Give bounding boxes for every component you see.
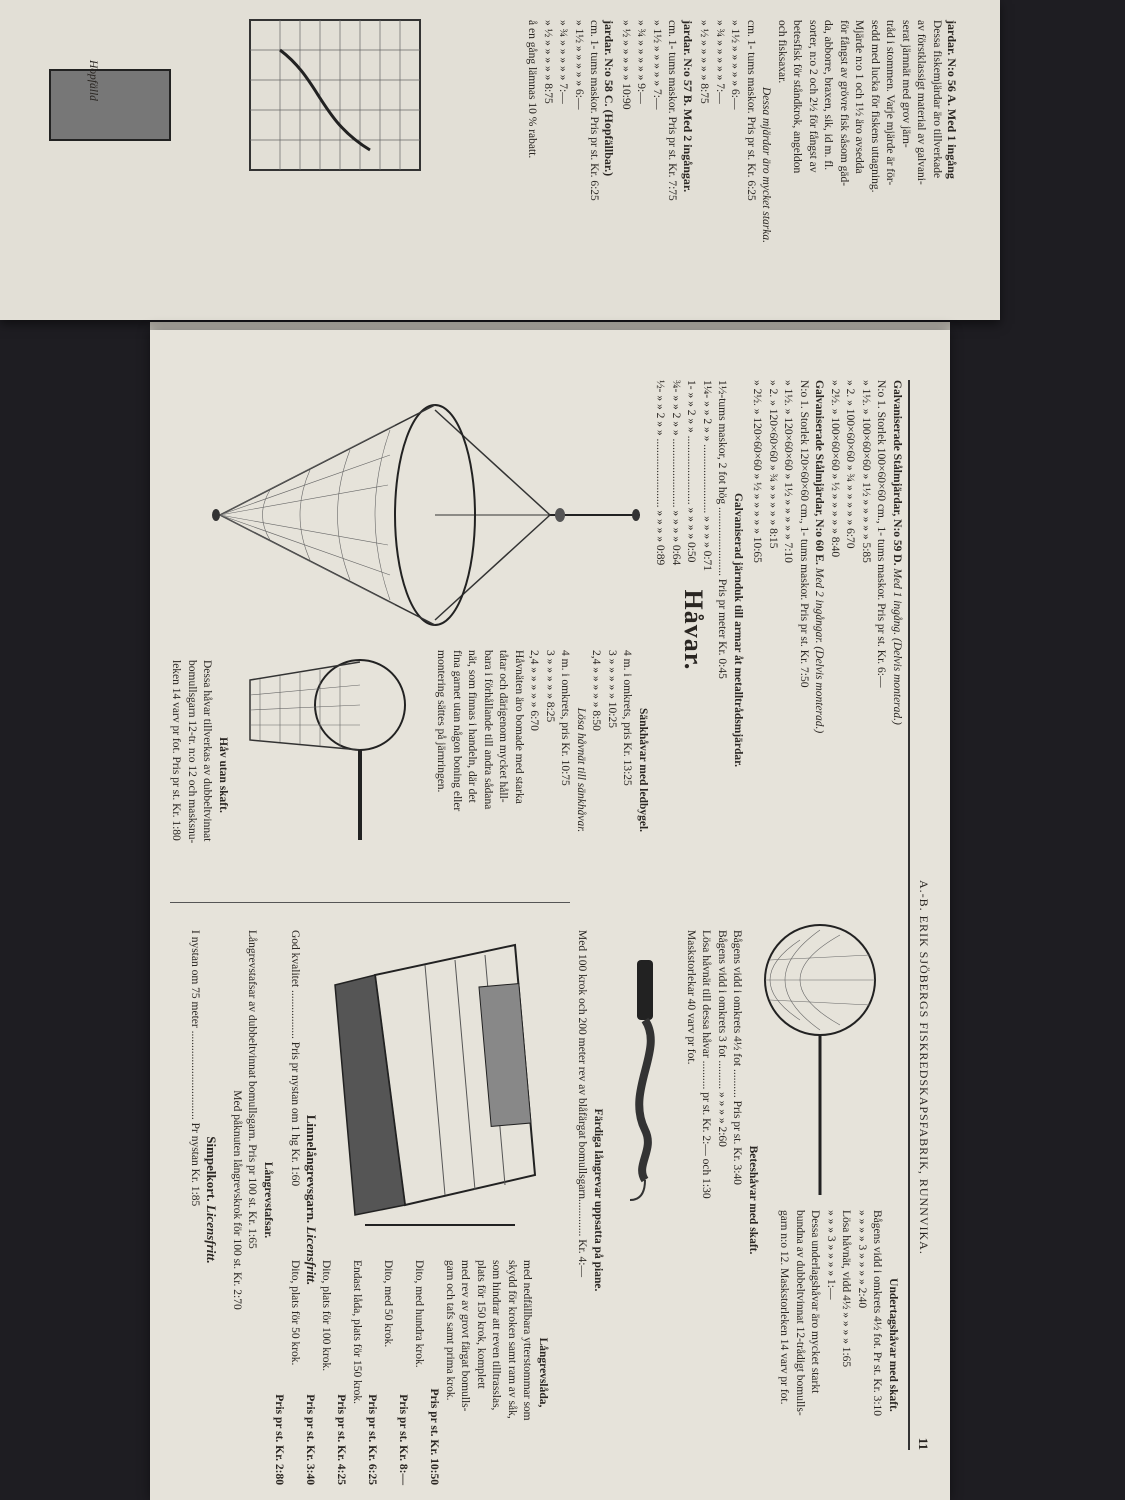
- price-row: ¾- » » 2 » » ........................ » » » » 0:64: [669, 380, 682, 566]
- price-row: 2,4 » » » » » 6:70: [528, 650, 541, 731]
- price-row: 2,4 » » » » » 8:50: [590, 650, 603, 731]
- price-row: Med påknuten långrevskrok för 100 st. Kr. 2:70: [230, 1090, 243, 1310]
- undertagshavar-rows: [822, 1210, 884, 1480]
- sankhavar-rows: [588, 650, 635, 890]
- price-row: » 2½. » 100×60×60 » ½ » » » » » 8:40: [828, 380, 841, 558]
- beteshavar-heading: Beteshåvar med skaft.: [747, 1145, 759, 1255]
- langrevstafsar-rows: [228, 930, 259, 1470]
- price-row: » 2. » 100×60×60 » ¾ » » » » » 6:70: [844, 380, 857, 549]
- price-row: N:o 1. Storlek 120×60×60 cm., 1- tums maskor. Pris pr st. Kr. 7:50: [797, 380, 810, 688]
- previous-page-content: [0, 0, 1000, 320]
- price-row: 1- » » 2 » » ........................ » » » » 0:50: [685, 380, 698, 563]
- catalog-page: [150, 330, 950, 1500]
- section-59-heading: Galvaniserade Stålmjärdar, N:o 59 D. Med 1 ingång. (Delvis monterad.): [891, 380, 903, 725]
- previous-page: [0, 0, 1000, 320]
- linnelangrevsgarn-section: [287, 930, 320, 1470]
- column-divider: [170, 902, 570, 903]
- longline-bundle-illustration: [615, 950, 675, 1210]
- price-row: » 1½. » 120×60×60 » 1½ » » » » » 7:10: [782, 380, 795, 563]
- beteshavar-rows: [682, 930, 744, 1470]
- langrevstafsar-heading: Långrevstafsar.: [262, 1161, 274, 1239]
- langrevstafsar-section: [228, 930, 275, 1470]
- beteshavar-section: [682, 930, 760, 1470]
- undertagshavar-heading: Undertagshåvar med skaft.: [887, 1278, 899, 1412]
- price-row: Bågens vidd i omkrets 3 fot .......... » » » » 2:60: [715, 930, 728, 1147]
- jarnduk-heading: Galvaniserad järnduk till armar åt metalltrådsmjärdar.: [731, 492, 744, 768]
- folded-trap-illustration: [40, 50, 180, 170]
- price-row: » 1½. » 100×60×60 » 1½ » » » » » 5:85: [859, 380, 872, 563]
- section-60-rows: [749, 380, 811, 880]
- price-row: 3 » » » » » 8:25: [543, 650, 556, 723]
- price-row: Pris pr st. Kr. 4:25: [335, 1394, 348, 1485]
- price-row: Bågens vidd i omkrets 4½ fot .......... Pris pr st. Kr. 3:40: [731, 930, 744, 1185]
- hav-utan-skaft-description: Dessa håvar tillverkas av dubbeltvinnat bomullsgarn 12-tr. n:o 12 och masksnu- leken 14 varv pr fot. Pris pr st. Kr. 1:80: [170, 660, 214, 844]
- langrevar-heading: Färdiga långrevar uppsatta på piane.: [592, 1108, 604, 1292]
- linnelangrevsgarn-heading: Linnelångrevsgarn. Licensfritt.: [304, 1114, 319, 1286]
- price-row: Maskstorlekar 40 varv pr fot.: [684, 930, 697, 1065]
- price-row: Lösa håvnät till dessa håvar .......... pr st. Kr. 2:— och 1:30: [700, 930, 713, 1199]
- price-row: N:o 1. Storlek 100×60×60 cm., 1- tums maskor. Pris pr st. Kr. 6:—: [875, 380, 888, 688]
- price-row: Med 100 krok och 200 meter rev av blåfärgat bomullsgarn............. Kr. 4:—: [576, 930, 589, 1277]
- catalog-page-content: [150, 330, 950, 1500]
- price-row: 3 » » » » » 10:25: [605, 650, 618, 728]
- havar-title: Håvar.: [679, 589, 708, 671]
- price-row: 1½-tums maskor, 2 fot hög ........................ Pris pr meter Kr. 0:45: [716, 380, 729, 679]
- prev-note: Dessa mjärdar äro mycket starka.: [760, 87, 773, 243]
- price-row: Pris pr st. Kr. 6:25: [366, 1394, 379, 1485]
- price-row: Lösa håvnät, vidd 4½ » » » » 1:65: [840, 1210, 853, 1368]
- losa-havnat-heading: Lösa håvnät till sänkhåvar.: [574, 707, 587, 833]
- price-row: » 2½. » 120×60×60 » ½ » » » » » 10:65: [751, 380, 764, 563]
- header-rule: [908, 380, 910, 1450]
- folded-label: Hopfälld: [87, 60, 99, 101]
- sankhavar-description: Håvnäten äro bomade med starka tåtar och därigenom mycket håll- bara i förhållande till andra sådana nät, som finnas i handeln, där det fina garnet utan någon boning eller montering sättes på järnringen.: [435, 650, 525, 812]
- prev-prices-c: cm. 1- tums maskor. Pris pr st. Kr. 6:25 » 1½ » » » » » 6:— » ¾ » » » » » 7:— » ½ » » » » » 8:75: [541, 20, 601, 201]
- price-row: Pris pr st. Kr. 10:50: [428, 1388, 441, 1485]
- price-row: Pris pr st. Kr. 3:40: [304, 1394, 317, 1485]
- sink-net-illustration: [200, 385, 650, 645]
- price-row: Pris pr st. Kr. 8:—: [397, 1394, 410, 1485]
- fish-trap-illustration: [240, 10, 440, 200]
- prev-text: Dessa fiskemjärdar äro tillverkade av förstklassigt material av galvani- serat järnnät med grov järn- tråd i stommen. Varje mjärde är för- sedd med lucka för fiskens uttagning. Mjärde n:o 1 och 1½ äro avsedda för fångst av grövre fisk såsom gäd- da, abborre, braxen, sik, id m. fl. sorter, n:o 2 och 2½ för fångst av betesfisk för ståndkrok, angeldon och fisksaxar.: [775, 20, 943, 193]
- price-row: » » » » 3 » » » » 2:40: [855, 1210, 868, 1309]
- price-row: God kvalitet ................. Pris pr nystan om 1 hg Kr. 1:60: [289, 930, 302, 1187]
- langrevslada-heading: Långrevslåda,: [537, 1337, 549, 1408]
- price-row: I nystan om 75 meter ............................... Pr nystan Kr. 1:85: [189, 930, 202, 1207]
- prev-heading-c: jardar. N:o 58 C. (Hopfällbar.): [602, 20, 617, 177]
- longline-box-illustration: [325, 925, 555, 1255]
- langrevslada-rows: Pris pr st. Kr. 10:50 Dito, med hundra krok. Pris pr st. Kr. 8:— Dito, med 50 krok. Pris pr st. Kr. 6:25 Endast låda, plats för 150 krok. Pris pr st. Kr. 4:25 Dito, plats för 100 krok. Pris pr st. Kr. 3:40 Dito, plats för 50 krok. Pris pr st. Kr. 2:80: [271, 1260, 442, 1485]
- price-row: » » » 3 » » » » 1:—: [824, 1210, 837, 1300]
- hav-utan-skaft-section: [168, 660, 230, 890]
- price-row: ½- » » 2 » » ........................ » » » » 0:89: [654, 380, 667, 566]
- langrevar-section: [574, 930, 605, 1470]
- losa-havnat-rows: [526, 650, 573, 890]
- price-row: » 2. » 120×60×60 » ¾ » » » » » 8:15: [766, 380, 779, 549]
- prev-prices-a: cm. 1- tums maskor. Pris pr st. Kr. 6:25 » 1½ » » » » » 6:— » ¾ » » » » » 7:— » ½ » » » » » 8:75: [698, 20, 757, 201]
- section-59-rows: [826, 380, 888, 880]
- sankhavar-heading: Sänkhåvar med ledbygel.: [637, 707, 649, 833]
- prev-rebate: å en gång lämnas 10 % rabatt.: [526, 20, 539, 159]
- simpelkort-heading: Simpelkort. Licensfritt.: [204, 1136, 219, 1264]
- hav-utan-skaft-heading: Håv utan skaft.: [217, 737, 229, 813]
- price-row: Bågens vidd i omkrets 4½ fot. Pr st. Kr. 3:10: [871, 1210, 884, 1417]
- price-row: Långrevstafsar av dubbeltvinnat bomullsgarn. Pris pr 100 st. Kr. 1:65: [246, 930, 259, 1249]
- prev-heading-b: jardar. N:o 57 B. Med 2 ingångar.: [680, 20, 695, 193]
- simpelkort-section: [187, 930, 220, 1470]
- langrevslada-description: med nedfällbara ytterstommar som skydd för kroken samt ram av såk, som hindrar att reven tilltrasslas, plats för 150 krok, komplett med rev av grovt färgat bomulls- garn och tafs samt prima krok.: [443, 1260, 534, 1421]
- sankhavar-section: [433, 650, 650, 890]
- undertagshavar-section: [776, 1210, 900, 1480]
- prev-prices-b: cm. 1- tums maskor. Pris pr st. Kr. 7:75 » 1½ » » » » » 7:— » ¾ » » » » » 9:— » ½ » » » » » 10:90: [619, 20, 679, 201]
- price-row: 4 m. i omkrets, pris Kr. 13:25: [621, 650, 634, 786]
- prev-heading-a: jardar. N:o 56 A. Med 1 ingång: [945, 20, 959, 179]
- company-header: A.-B. ERIK SJÖBERGS FISKREDSKAPSFABRIK, RUNNVIKA.: [917, 880, 931, 1255]
- section-60-heading: Galvaniserade Stålmjärdar, N:o 60 E. Med 2 ingångar. (Delvis monterad.): [813, 380, 826, 734]
- undertagshavar-description: Dessa underlagshåvar äro mycket starkt bundna av dubbeltvinnat 12-trådigt bomulls- garn n:o 12. Maskstorleken 14 varv pr fot.: [778, 1210, 822, 1416]
- hand-net-illustration: [230, 650, 420, 850]
- price-row: 4 m. i omkrets, pris Kr. 10:75: [559, 650, 572, 786]
- price-row: 1¼- » » 2 » » ........................ » » » » 0:71: [700, 380, 713, 572]
- page-number: 11: [916, 1437, 931, 1450]
- price-row: Pris pr st. Kr. 2:80: [273, 1394, 286, 1485]
